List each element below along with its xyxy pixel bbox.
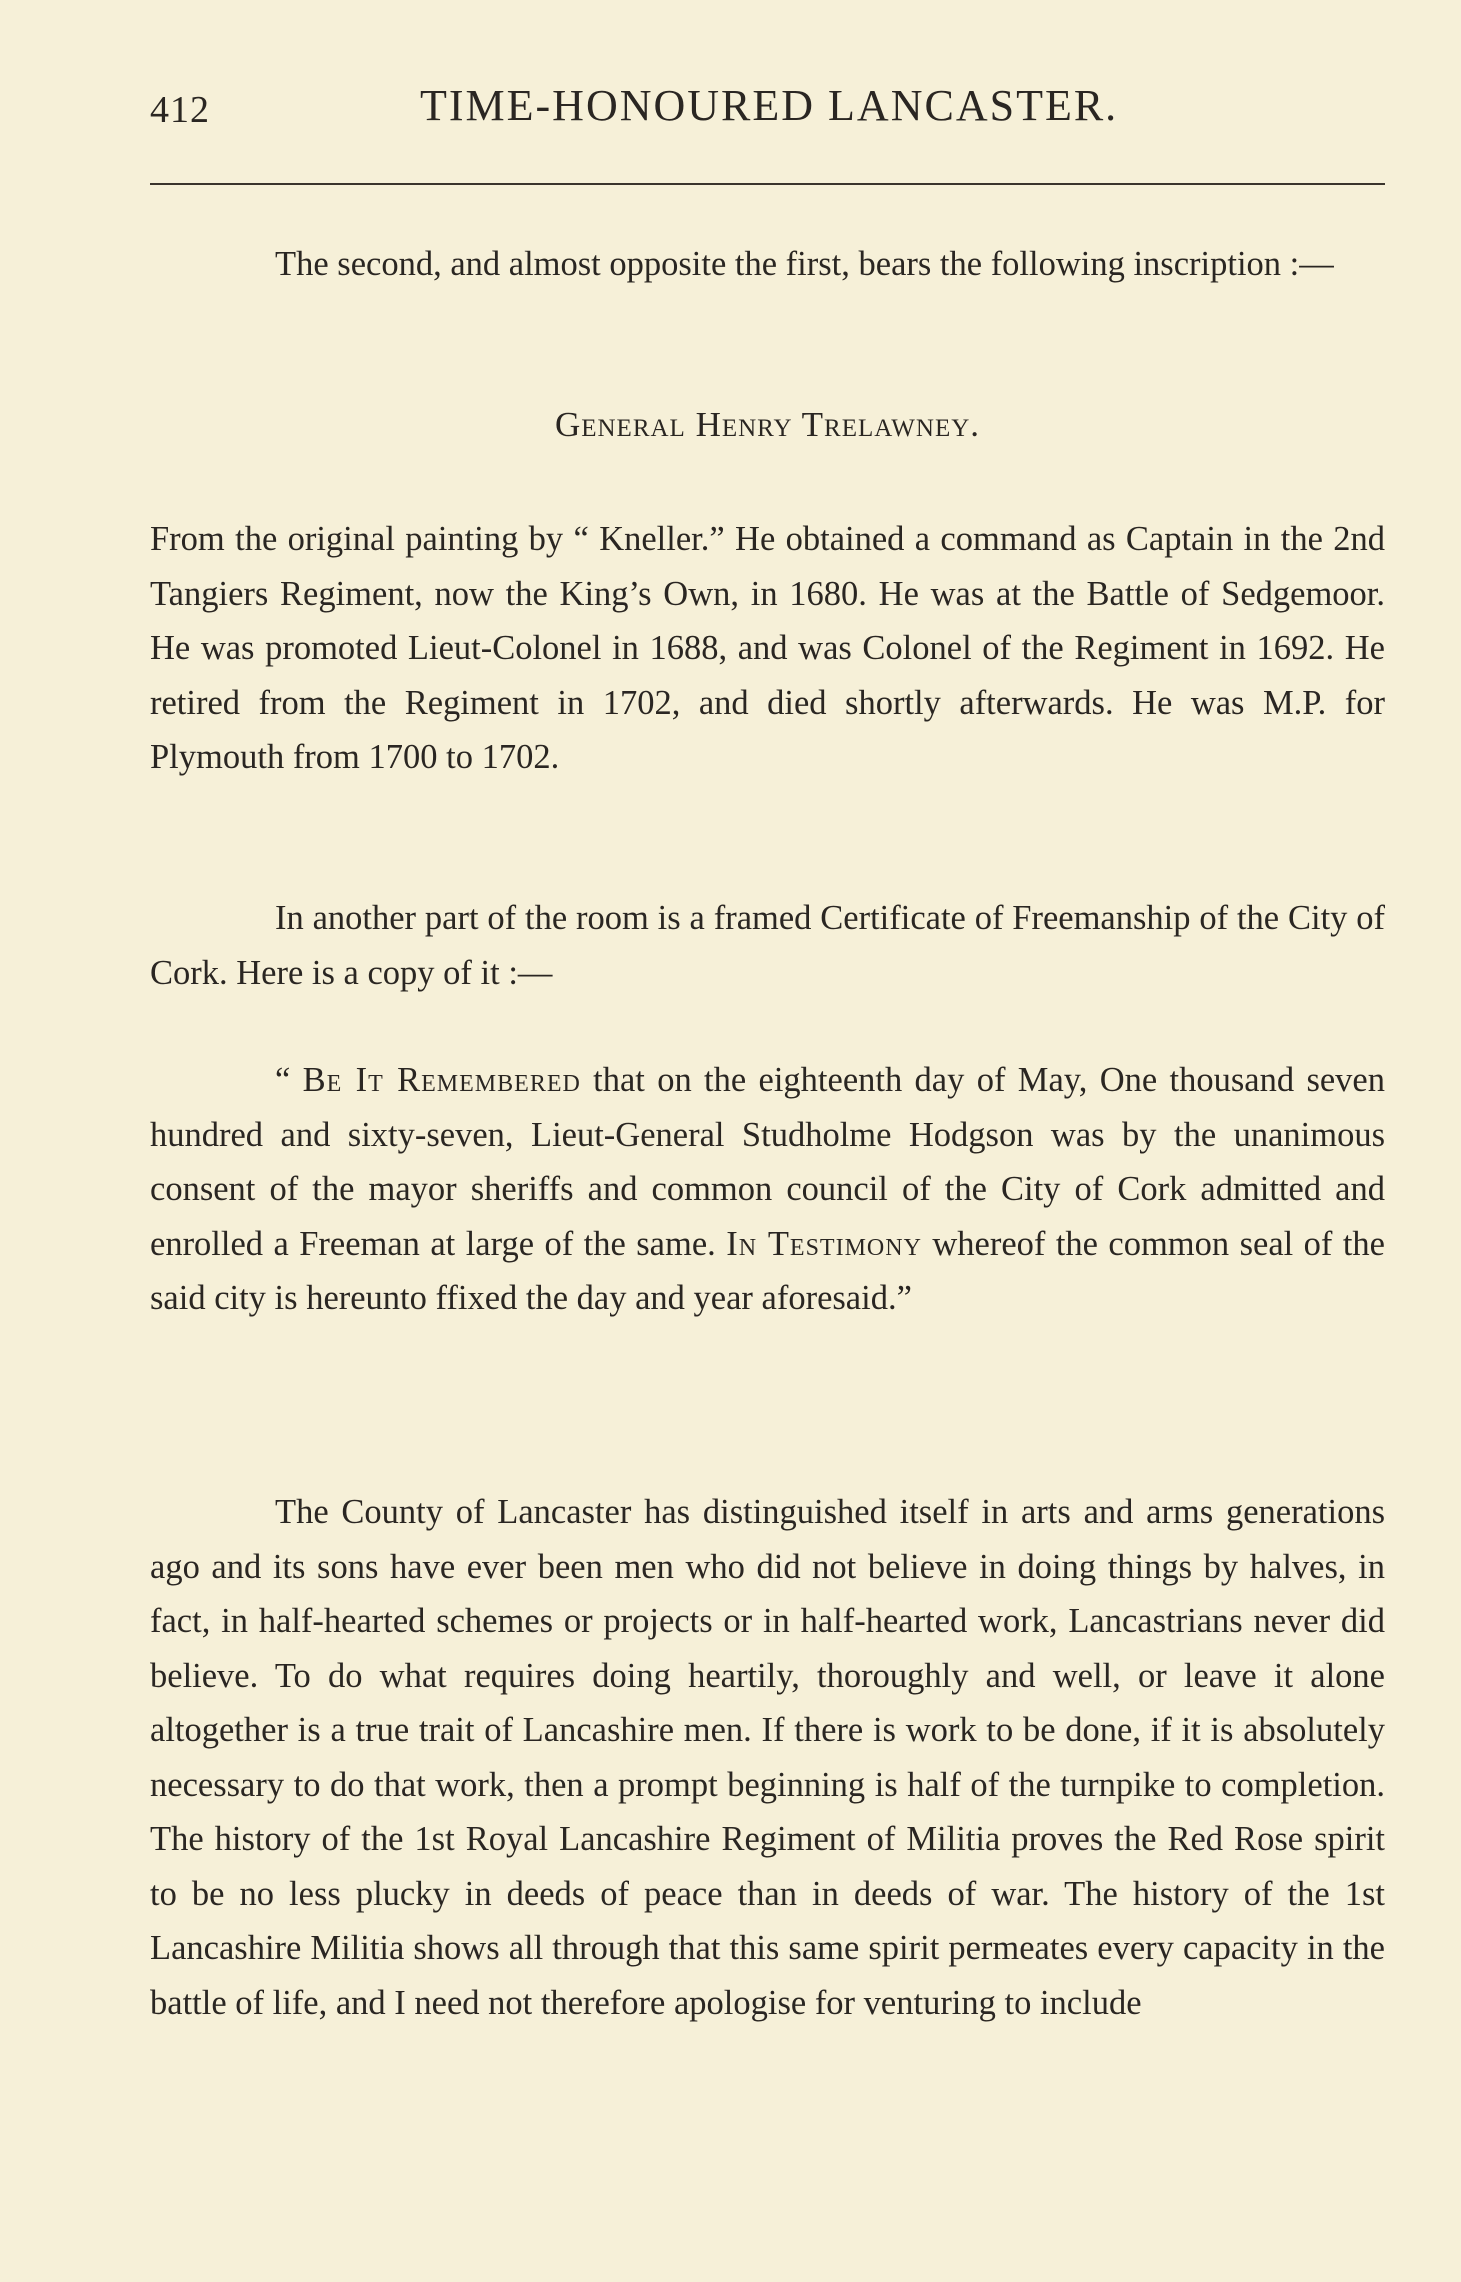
- page-number: 412: [150, 89, 210, 131]
- header-rule: [150, 183, 1385, 185]
- certificate-text-1: that on the eighteenth day of May, One thousand seven hundred and sixty-seven, Lieut-General Studholme Hodgson was by the unanimous consent of the mayor sheriffs and common council of the City of Cork admitted and enrolled a Freeman at large of the same.: [150, 1061, 1385, 1263]
- certificate-intro-paragraph: In another part of the room is a framed Certificate of Freemanship of the City of Cork. Here is a copy of it :—: [150, 899, 1385, 992]
- certificate-lead-caps: Be It Remembered: [302, 1061, 581, 1099]
- running-title: TIME-HONOURED LANCASTER.: [420, 81, 1119, 130]
- open-quote: “: [275, 1061, 303, 1099]
- running-head: [150, 80, 1385, 140]
- inscription-heading: General Henry Trelawney.: [554, 405, 981, 444]
- inscription-paragraph: From the original painting by “ Kneller.” He obtained a command as Captain in the 2nd Tangiers Regiment, now the King’s Own, in 1680. He was at the Battle of Sedgemoor. He was promoted Lieut-Colonel in 1688, and was Colonel of the Regiment in 1692. He retired from the Regiment in 1702, and died shortly afterwards. He was M.P. for Plymouth from 1700 to 1702.: [150, 520, 1385, 776]
- certificate-text-2: whereof the common seal of the said city is hereunto ffixed the day and year aforesaid.”: [150, 1224, 1385, 1317]
- closing-paragraph: The County of Lancaster has distinguished itself in arts and arms generations ago and its sons have ever been men who did not believe in doing things by halves, in fact, in half-hearted schemes or projects or in half-hearted work, Lancastrians never did believe. To do what requires doing heartily, thoroughly and well, or leave it alone altogether is a true trait of Lancashire men. If there is work to be done, if it is absolutely necessary to do that work, then a prompt beginning is half of the turnpike to completion. The history of the 1st Royal Lancashire Regiment of Militia proves the Red Rose spirit to be no less plucky in deeds of peace than in deeds of war. The history of the 1st Lancashire Militia shows all through that this same spirit permeates every capacity in the battle of life, and I need not therefore apologise for venturing to include: [150, 1493, 1385, 2022]
- intro-paragraph: The second, and almost opposite the first, bears the following inscription :—: [275, 245, 1334, 283]
- certificate-mid-caps: In Testimony: [726, 1224, 922, 1263]
- certificate-quote-paragraph: [150, 1053, 1385, 1326]
